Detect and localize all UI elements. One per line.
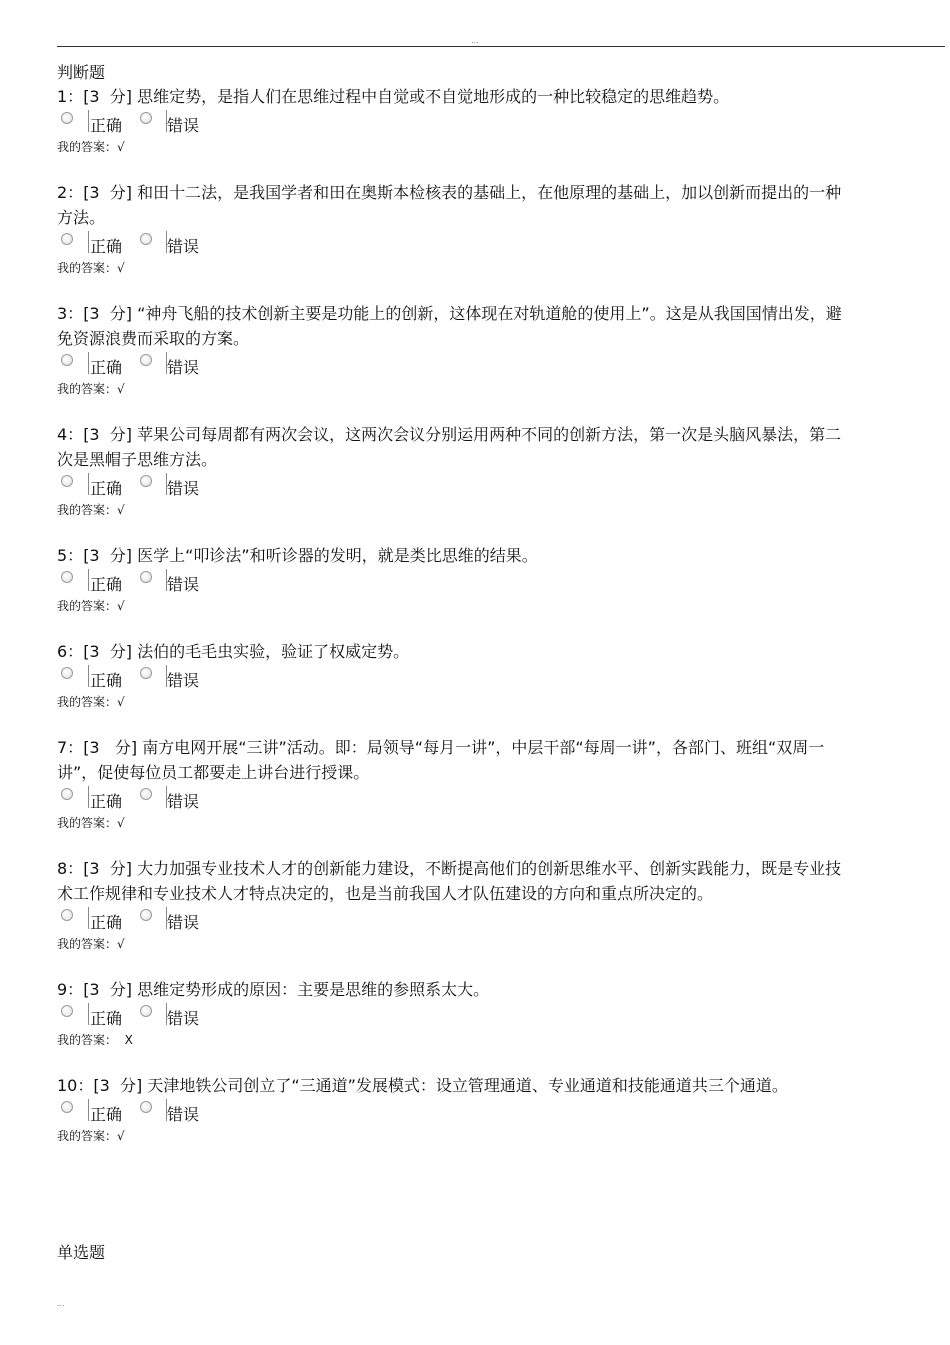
section-title-judgement: 判断题	[57, 63, 106, 82]
question-text	[57, 301, 857, 351]
question-score: [3 分]	[93, 1076, 143, 1095]
option-divider	[88, 1099, 89, 1121]
question-item	[57, 422, 857, 519]
option-divider	[88, 110, 89, 132]
question-text	[57, 735, 857, 785]
question-item	[57, 735, 857, 832]
radio-correct[interactable]	[61, 475, 73, 487]
answer-options	[57, 786, 857, 814]
question-number: 2：	[57, 183, 84, 202]
question-body: 法伯的毛毛虫实验，验证了权威定势。	[137, 642, 410, 661]
question-text	[57, 180, 857, 230]
option-divider	[88, 665, 89, 687]
my-answer	[57, 935, 857, 953]
my-answer-label: 我的答案：	[57, 140, 118, 154]
radio-wrong[interactable]	[140, 1005, 152, 1017]
my-answer	[57, 259, 857, 277]
my-answer-label: 我的答案：	[57, 816, 118, 830]
my-answer-label: 我的答案：	[57, 503, 118, 517]
question-item	[57, 543, 857, 615]
option-label-correct: 正确	[90, 792, 123, 811]
option-label-wrong: 错误	[167, 1009, 200, 1028]
my-answer	[57, 1031, 857, 1049]
question-body: 南方电网开展“三讲”活动。即：局领导“每月一讲”，中层干部“每周一讲”，各部门、班组“双周一讲”，促使每位员工都要走上讲台进行授课。	[57, 738, 825, 782]
question-text	[57, 977, 857, 1002]
question-body: 思维定势形成的原因：主要是思维的参照系太大。	[137, 980, 490, 999]
radio-correct[interactable]	[61, 667, 73, 679]
my-answer	[57, 380, 857, 398]
question-body: 和田十二法，是我国学者和田在奥斯本检核表的基础上，在他原理的基础上，加以创新而提出的一种方法。	[57, 183, 842, 227]
question-score: [3 分]	[83, 642, 133, 661]
option-label-wrong: 错误	[167, 116, 200, 135]
radio-correct[interactable]	[61, 233, 73, 245]
option-label-correct: 正确	[90, 1105, 123, 1124]
radio-correct[interactable]	[61, 112, 73, 124]
header-mark: ...	[471, 36, 479, 45]
my-answer-label: 我的答案：	[57, 1129, 118, 1143]
question-number: 9：	[57, 980, 84, 999]
answer-options	[57, 352, 857, 380]
radio-correct[interactable]	[61, 1005, 73, 1017]
option-divider	[88, 352, 89, 374]
option-label-wrong: 错误	[167, 575, 200, 594]
question-score: [3 分]	[83, 183, 133, 202]
option-label-correct: 正确	[90, 116, 123, 135]
answer-options	[57, 473, 857, 501]
my-answer-value: √	[117, 937, 125, 951]
option-divider	[88, 231, 89, 253]
question-text	[57, 856, 857, 906]
radio-wrong[interactable]	[140, 233, 152, 245]
question-number: 4：	[57, 425, 84, 444]
radio-correct[interactable]	[61, 571, 73, 583]
question-score: [3 分]	[83, 304, 133, 323]
question-text	[57, 543, 857, 568]
option-label-wrong: 错误	[167, 237, 200, 256]
question-number: 6：	[57, 642, 84, 661]
question-item	[57, 856, 857, 953]
my-answer-label: 我的答案：	[57, 261, 118, 275]
radio-wrong[interactable]	[140, 788, 152, 800]
option-label-wrong: 错误	[167, 358, 200, 377]
question-body: 思维定势，是指人们在思维过程中自觉或不自觉地形成的一种比较稳定的思维趋势。	[137, 87, 730, 106]
option-label-wrong: 错误	[167, 913, 200, 932]
question-number: 1：	[57, 87, 84, 106]
footer-mark: ...	[57, 1299, 65, 1308]
question-score: [3 分]	[83, 980, 133, 999]
radio-correct[interactable]	[61, 909, 73, 921]
my-answer-value: √	[117, 695, 125, 709]
question-text	[57, 1073, 857, 1098]
my-answer	[57, 597, 857, 615]
option-label-correct: 正确	[90, 671, 123, 690]
question-body: 医学上“叩诊法”和听诊器的发明，就是类比思维的结果。	[137, 546, 538, 565]
radio-correct[interactable]	[61, 354, 73, 366]
answer-options	[57, 1003, 857, 1031]
my-answer-label: 我的答案：	[57, 937, 118, 951]
option-label-wrong: 错误	[167, 671, 200, 690]
my-answer-value: √	[117, 140, 125, 154]
header-divider	[57, 46, 945, 47]
question-text	[57, 84, 857, 109]
section-title-single-choice: 单选题	[57, 1243, 106, 1262]
option-label-correct: 正确	[90, 913, 123, 932]
question-item	[57, 1073, 857, 1145]
answer-options	[57, 665, 857, 693]
question-number: 10：	[57, 1076, 94, 1095]
option-divider	[88, 786, 89, 808]
answer-options	[57, 231, 857, 259]
my-answer	[57, 814, 857, 832]
option-divider	[88, 1003, 89, 1025]
my-answer-label: 我的答案：	[57, 695, 118, 709]
my-answer-value: √	[117, 503, 125, 517]
my-answer-value: √	[117, 1129, 125, 1143]
my-answer-value: √	[117, 382, 125, 396]
question-item	[57, 84, 857, 156]
question-body: 大力加强专业技术人才的创新能力建设，不断提高他们的创新思维水平、创新实践能力，既是专业技术工作规律和专业技术人才特点决定的，也是当前我国人才队伍建设的方向和重点所决定的。	[57, 859, 842, 903]
my-answer	[57, 138, 857, 156]
question-number: 5：	[57, 546, 84, 565]
option-label-wrong: 错误	[167, 1105, 200, 1124]
question-body: “神舟飞船的技术创新主要是功能上的创新，这体现在对轨道舱的使用上”。这是从我国国情出发，避免资源浪费而采取的方案。	[57, 304, 842, 348]
my-answer	[57, 501, 857, 519]
my-answer-label: 我的答案：	[57, 382, 118, 396]
option-label-correct: 正确	[90, 237, 123, 256]
radio-correct[interactable]	[61, 788, 73, 800]
question-item	[57, 977, 857, 1049]
question-body: 苹果公司每周都有两次会议，这两次会议分别运用两种不同的创新方法，第一次是头脑风暴法，第二次是黑帽子思维方法。	[57, 425, 842, 469]
option-divider	[88, 569, 89, 591]
radio-wrong[interactable]	[140, 667, 152, 679]
question-body: 天津地铁公司创立了“三通道”发展模式：设立管理通道、专业通道和技能通道共三个通道。	[147, 1076, 788, 1095]
answer-options	[57, 569, 857, 597]
question-text	[57, 639, 857, 664]
question-score: [3 分]	[83, 738, 138, 757]
my-answer-value: √	[117, 816, 125, 830]
question-list	[57, 84, 857, 1169]
my-answer-value: X	[117, 1033, 133, 1047]
my-answer	[57, 693, 857, 711]
my-answer-label: 我的答案：	[57, 1033, 118, 1047]
question-number: 7：	[57, 738, 84, 757]
my-answer-value: √	[117, 599, 125, 613]
radio-wrong[interactable]	[140, 909, 152, 921]
radio-wrong[interactable]	[140, 475, 152, 487]
question-number: 3：	[57, 304, 84, 323]
question-item	[57, 639, 857, 711]
answer-options	[57, 907, 857, 935]
option-label-correct: 正确	[90, 575, 123, 594]
answer-options	[57, 1099, 857, 1127]
option-label-correct: 正确	[90, 358, 123, 377]
radio-wrong[interactable]	[140, 571, 152, 583]
radio-correct[interactable]	[61, 1101, 73, 1113]
question-score: [3 分]	[83, 425, 133, 444]
option-label-wrong: 错误	[167, 479, 200, 498]
my-answer	[57, 1127, 857, 1145]
option-label-correct: 正确	[90, 479, 123, 498]
option-divider	[88, 907, 89, 929]
option-label-wrong: 错误	[167, 792, 200, 811]
question-text	[57, 422, 857, 472]
option-label-correct: 正确	[90, 1009, 123, 1028]
my-answer-label: 我的答案：	[57, 599, 118, 613]
question-number: 8：	[57, 859, 84, 878]
question-score: [3 分]	[83, 87, 133, 106]
radio-wrong[interactable]	[140, 1101, 152, 1113]
question-item	[57, 301, 857, 398]
radio-wrong[interactable]	[140, 112, 152, 124]
answer-options	[57, 110, 857, 138]
question-score: [3 分]	[83, 859, 133, 878]
my-answer-value: √	[117, 261, 125, 275]
question-score: [3 分]	[83, 546, 133, 565]
question-item	[57, 180, 857, 277]
radio-wrong[interactable]	[140, 354, 152, 366]
option-divider	[88, 473, 89, 495]
